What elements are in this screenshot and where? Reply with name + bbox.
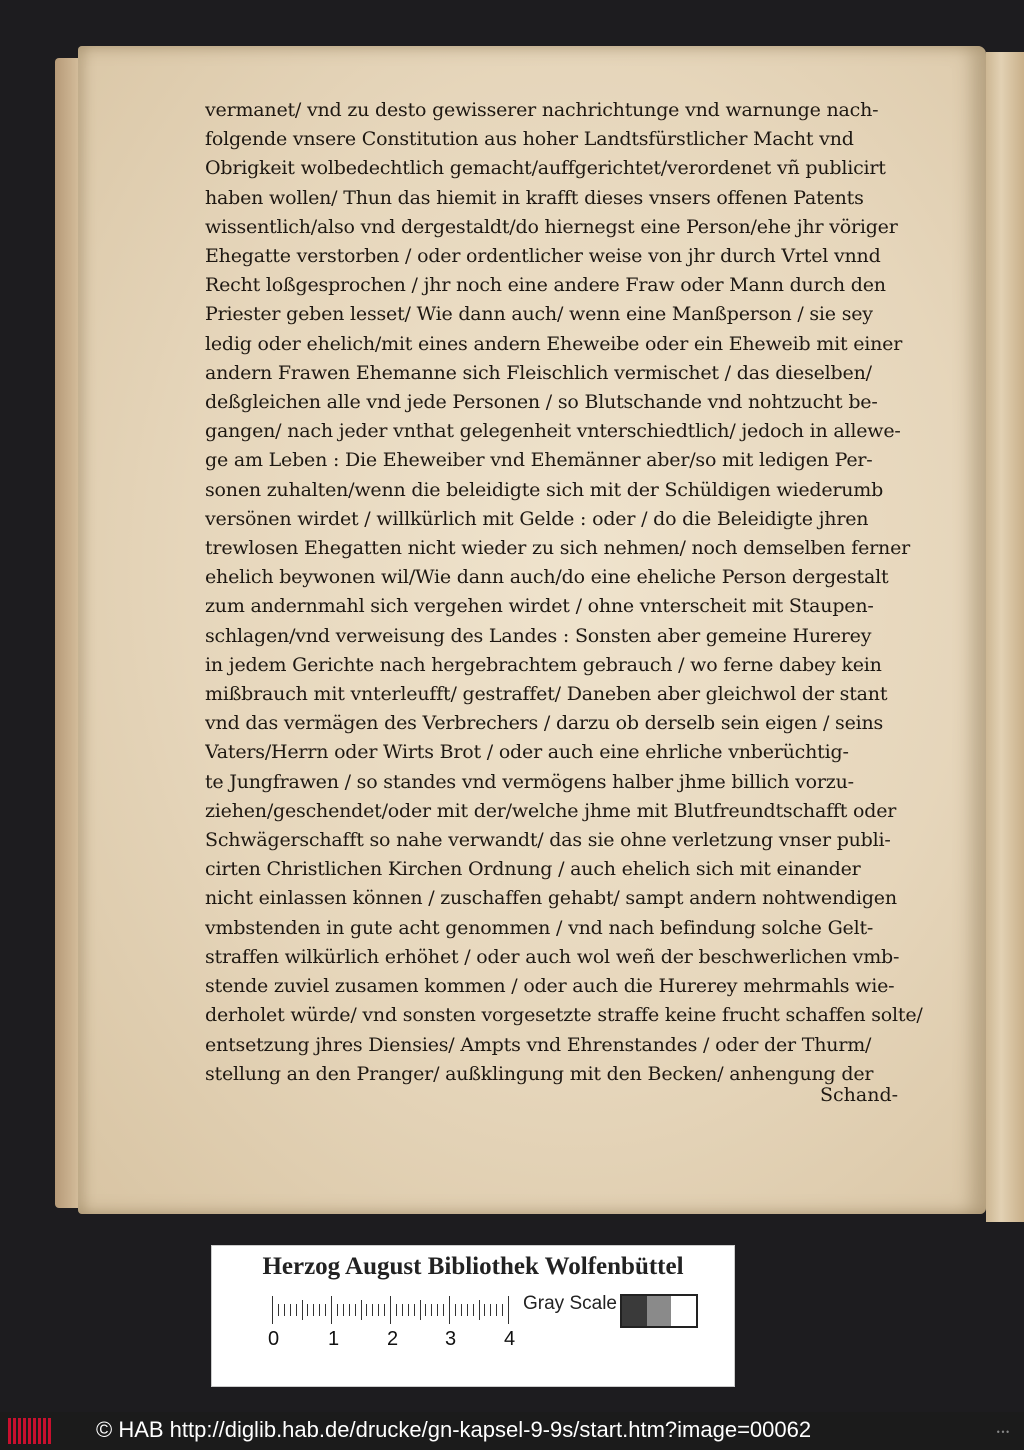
ruler-number: 3: [445, 1328, 457, 1350]
ruler-tick: [455, 1304, 456, 1316]
text-line: derholet würde/ vnd sonsten vorgesetzte straffe keine frucht schaffen solte/: [205, 1004, 923, 1027]
ruler-tick: [431, 1304, 432, 1316]
text-line: sonen zuhalten/wenn die beleidigte sich mit der Schüldigen wiederumb: [205, 478, 884, 501]
ruler-tick: [331, 1296, 332, 1324]
ruler-tick: [296, 1304, 297, 1316]
page-text: [205, 96, 935, 1089]
gray-swatch-white: [671, 1296, 696, 1326]
ruler-tick: [420, 1300, 421, 1320]
ruler-tick: [396, 1304, 397, 1316]
ruler-tick: [449, 1296, 450, 1324]
text-line: ledig oder ehelich/mit eines andern Eheweibe oder ein Eheweib mit einer: [205, 332, 903, 355]
ruler-tick: [414, 1304, 415, 1316]
text-line: Schwägerschafft so nahe verwandt/ das sie ohne verletzung vnser publi-: [205, 829, 891, 852]
ruler-tick: [337, 1304, 338, 1316]
text-line: mißbrauch mit vnterleufft/ gestraffet/ Daneben aber gleichwol der stant: [205, 683, 888, 706]
text-line: andern Frawen Ehemanne sich Fleischlich vermischet / das dieselben/: [205, 361, 872, 384]
hab-logo-icon: [8, 1418, 52, 1444]
text-line: stende zuviel zusamen kommen / oder auch die Hurerey mehrmahls wie-: [205, 975, 895, 998]
text-line: schlagen/vnd verweisung des Landes : Sonsten aber gemeine Hurerey: [205, 624, 872, 647]
text-line: Priester geben lesset/ Wie dann auch/ wenn eine Manßperson / sie sey: [205, 303, 873, 326]
text-line: in jedem Gerichte nach hergebrachtem gebrauch / wo ferne dabey kein: [205, 653, 882, 676]
ruler-tick: [408, 1304, 409, 1316]
text-line: entsetzung jhres Diensies/ Ampts vnd Ehrenstandes / oder der Thurm/: [205, 1033, 872, 1056]
text-line: Recht loßgesprochen / jhr noch eine andere Fraw oder Mann durch den: [205, 274, 886, 297]
text-line: folgende vnsere Constitution aus hoher Landtsfürstlicher Macht vnd: [205, 128, 854, 151]
text-line: haben wollen/ Thun das hiemit in krafft dieses vnsers offenen Patents: [205, 186, 864, 209]
ruler: [272, 1296, 520, 1324]
text-line: ziehen/geschendet/oder mit der/welche jhme mit Blutfreundtschafft oder: [205, 799, 897, 822]
text-line: vnd das vermägen des Verbrechers / darzu ob derselb sein eigen / seins: [205, 712, 884, 735]
gray-scale-swatches: [620, 1294, 698, 1328]
ruler-number: 0: [268, 1328, 280, 1350]
ruler-tick: [366, 1304, 367, 1316]
ruler-number: 1: [328, 1328, 340, 1350]
footer-bar: [0, 1412, 1024, 1450]
ruler-tick: [272, 1296, 273, 1324]
ruler-numbers: [258, 1328, 558, 1352]
ruler-tick: [467, 1304, 468, 1316]
next-page-edge: [986, 52, 1024, 1222]
ruler-tick: [479, 1300, 480, 1320]
text-line: versönen wirdet / willkürlich mit Gelde : oder / do die Beleidigte jhren: [205, 507, 869, 530]
ruler-tick: [284, 1304, 285, 1316]
ruler-tick: [425, 1304, 426, 1316]
gray-scale-label: Gray Scale: [523, 1293, 617, 1314]
text-line: trewlosen Ehegatten nicht wieder zu sich nehmen/ noch demselben ferner: [205, 537, 911, 560]
text-line: ge am Leben : Die Eheweiber vnd Ehemänner aber/so mit ledigen Per-: [205, 449, 873, 472]
text-line: gangen/ nach jeder vnthat gelegenheit vnterschiedtlich/ jedoch in allewe-: [205, 420, 901, 443]
ruler-tick: [390, 1296, 391, 1324]
text-line: vermanet/ vnd zu desto gewisserer nachrichtunge vnd warnunge nach-: [205, 99, 879, 121]
ruler-tick: [290, 1304, 291, 1316]
text-line: vmbstenden in gute acht genommen / vnd nach befindung solche Gelt-: [205, 916, 874, 939]
gray-swatch-dark: [622, 1296, 647, 1326]
ruler-number: 2: [387, 1328, 399, 1350]
ruler-tick: [437, 1304, 438, 1316]
ruler-tick: [384, 1304, 385, 1316]
ruler-number: 4: [504, 1328, 516, 1350]
text-line: nicht einlassen können / zuschaffen gehabt/ sampt andern nohtwendigen: [205, 887, 897, 910]
catchword: Schand-: [820, 1084, 899, 1106]
ruler-tick: [372, 1304, 373, 1316]
ruler-tick: [278, 1304, 279, 1316]
text-line: straffen wilkürlich erhöhet / oder auch wol weñ der beschwerlichen vmb-: [205, 945, 900, 968]
ruler-tick: [461, 1304, 462, 1316]
ruler-tick: [402, 1304, 403, 1316]
color-scale-card: [211, 1245, 735, 1387]
ruler-tick: [343, 1304, 344, 1316]
ruler-tick: [490, 1304, 491, 1316]
ruler-tick: [508, 1296, 509, 1324]
text-line: deßgleichen alle vnd jede Personen / so Blutschande vnd nohtzucht be-: [205, 391, 878, 414]
ruler-tick: [355, 1304, 356, 1316]
text-line: zum andernmahl sich vergehen wirdet / ohne vnterscheit mit Staupen-: [205, 595, 874, 618]
text-line: Vaters/Herrn oder Wirts Brot / oder auch eine ehrliche vnberüchtig-: [205, 741, 849, 764]
ruler-tick: [361, 1300, 362, 1320]
source-link[interactable]: © HAB http://diglib.hab.de/drucke/gn-kapsel-9-9s/start.htm?image=00062: [96, 1417, 812, 1442]
ruler-tick: [502, 1304, 503, 1316]
text-line: stellung an den Pranger/ außklingung mit den Becken/ anhengung der: [205, 1062, 874, 1085]
ruler-tick: [319, 1304, 320, 1316]
ruler-tick: [443, 1304, 444, 1316]
ruler-tick: [484, 1304, 485, 1316]
text-line: ehelich beywonen wil/Wie dann auch/do eine eheliche Person dergestalt: [205, 566, 889, 589]
library-name: Herzog August Bibliothek Wolfenbüttel: [262, 1253, 684, 1280]
text-line: cirten Christlichen Kirchen Ordnung / auch ehelich sich mit einander: [205, 858, 861, 881]
text-line: Ehegatte verstorben / oder ordentlicher weise von jhr durch Vrtel vnnd: [205, 245, 881, 268]
text-line: te Jungfrawen / so standes vnd vermögens halber jhme billich vorzu-: [205, 770, 854, 793]
more-icon[interactable]: •••: [995, 1428, 1010, 1437]
ruler-tick: [496, 1304, 497, 1316]
ruler-tick: [378, 1304, 379, 1316]
ruler-tick: [473, 1304, 474, 1316]
text-line: wissentlich/also vnd dergestaldt/do hiernegst eine Person/ehe jhr vöriger: [205, 215, 898, 238]
text-line: Obrigkeit wolbedechtlich gemacht/auffgerichtet/verordenet vñ publicirt: [205, 157, 886, 180]
ruler-tick: [307, 1304, 308, 1316]
ruler-tick: [325, 1304, 326, 1316]
ruler-tick: [349, 1304, 350, 1316]
ruler-tick: [313, 1304, 314, 1316]
ruler-tick: [302, 1300, 303, 1320]
gray-swatch-mid: [647, 1296, 672, 1326]
